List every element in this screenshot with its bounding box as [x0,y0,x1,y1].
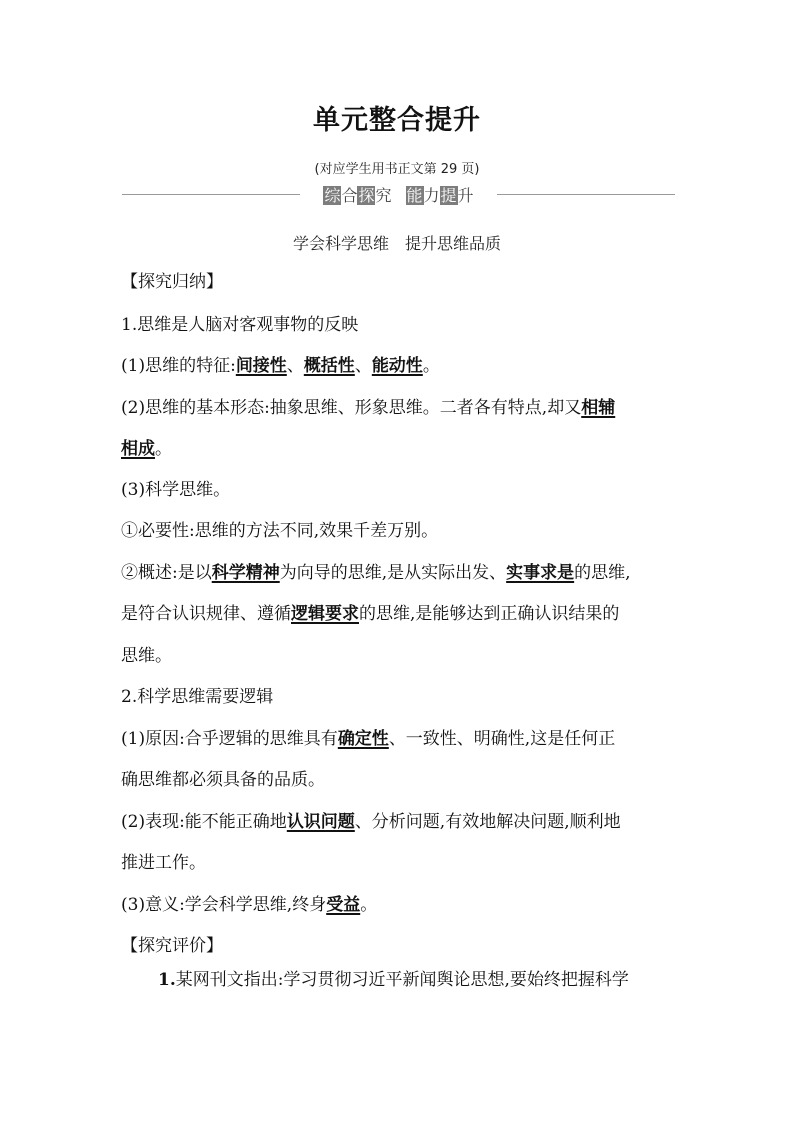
section-heading-evaluation: 【探究评价】 [121,936,223,956]
banner-divider-right [497,194,675,195]
point-1-2-line-2: 相成。 [121,439,172,459]
point-1-1: (1)思维的特征:间接性、概括性、能动性。 [121,356,440,376]
answer-blank: 相成 [121,439,155,459]
point-2-1-line-1: (1)原因:合乎逻辑的思维具有确定性、一致性、明确性,这是任何正 [121,729,616,749]
section-banner [300,183,497,206]
page-reference: (对应学生用书正文第 29 页) [314,162,480,177]
page-title: 单元整合提升 [313,105,481,136]
banner-char: 升 [457,186,474,205]
point-2-3: (3)意义:学会科学思维,终身受益。 [121,895,378,915]
answer-blank: 科学精神 [211,563,280,583]
point-1-heading: 1.思维是人脑对客观事物的反映 [121,315,359,335]
point-1-3-2-line-1: ②概述:是以科学精神为向导的思维,是从实际出发、实事求是的思维, [121,563,631,583]
answer-blank: 逻辑要求 [291,604,359,624]
answer-blank: 确定性 [337,729,389,749]
answer-blank: 受益 [326,895,361,915]
point-1-3-2-line-2: 是符合认识规律、遵循逻辑要求的思维,是能够达到正确认识结果的 [121,604,620,624]
point-1-3: (3)科学思维。 [121,480,231,500]
answer-blank: 间接性 [235,356,287,376]
banner-char: 究 [375,186,392,205]
banner-char: 综 [324,186,341,205]
point-2-2-line-1: (2)表现:能不能正确地认识问题、分析问题,有效地解决问题,顺利地 [121,812,621,832]
point-2-heading: 2.科学思维需要逻辑 [121,687,274,707]
section-heading-induction: 【探究归纳】 [121,272,223,292]
banner-divider-left [122,194,300,195]
answer-blank: 概括性 [303,356,355,376]
point-1-3-2-line-3: 思维。 [121,646,172,666]
question-number: 1. [158,970,176,990]
point-2-2-line-2: 推进工作。 [121,853,206,873]
banner-char: 提 [440,186,457,205]
subheading: 学会科学思维 提升思维品质 [292,234,501,253]
point-1-3-1: ①必要性:思维的方法不同,效果千差万别。 [121,521,439,541]
banner-char: 探 [358,186,375,205]
banner-char: 力 [423,186,440,205]
answer-blank: 相辅 [581,398,616,418]
banner-char: 能 [406,186,423,205]
answer-blank: 能动性 [371,356,423,376]
point-1-2-line-1: (2)思维的基本形态:抽象思维、形象思维。二者各有特点,却又相辅 [121,398,616,418]
banner-char: 合 [341,186,358,205]
point-2-1-line-2: 确思维都必须具备的品质。 [121,770,325,790]
question-1: 1.某网刊文指出:学习贯彻习近平新闻舆论思想,要始终把握科学 [158,970,629,990]
answer-blank: 认识问题 [286,812,355,832]
answer-blank: 实事求是 [506,563,575,583]
